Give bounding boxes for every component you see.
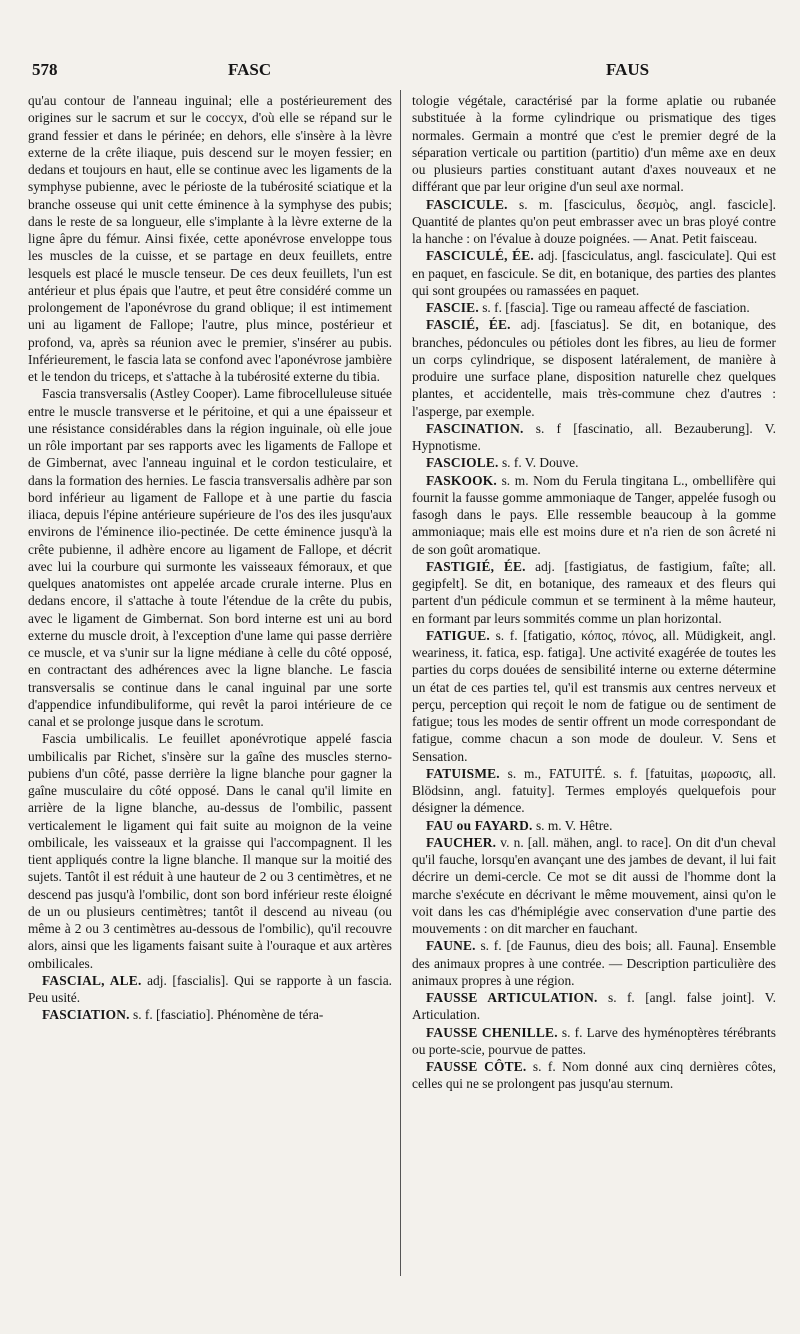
entry-paragraph [28,730,392,972]
entry-paragraph [412,92,776,196]
entry-headword: FASCINATION. [426,420,524,436]
entry-text: Fascia umbilicalis. Le feuillet aponévrotique appelé fascia umbilicalis par Richet, s'insère sur la gaîne des muscles sterno-pubiens d'un côté, passe derrière la ligne blanche pour gagner la gaîne musculaire du côté opposé. Dans le canal qu'il limite en arrière de la ligne blanche, au-dessus de l'ombilic, passent verticalement le ligament qui fait suite au moignon de la veine ombilicale, les vaisseaux et la graisse qui l'accompagnent. Il les tient appliqués contre la ligne blanche. Il manque sur la moitié des sujets. Tantôt il est réduit à une hauteur de 2 ou 3 centimètres, et ne descend pas jusqu'à l'ombilic, dont son bord inférieur reste éloigné de un ou plusieurs centimètres; tantôt il descend au niveau (ou même à 2 ou 3 centimètres au-dessous de l'ombilic), qu'il recouvre alors, ainsi que les ligaments faisant suite à l'ouraque et aux artères ombilicales. [28,731,392,971]
right-guide-word: FAUS [606,60,650,79]
entry-text: adj. [fastigiatus, de fastigium, faîte; all. gegipfelt]. Se dit, en botanique, des rameaux et des fleurs qui partent d'un pédicule commun et se terminent à la même hauteur, en formant par leurs sommités comme un plan horizontal. [412,558,777,626]
entry-headword: FAUCHER. [426,834,497,850]
dictionary-entry [412,989,776,1024]
entry-headword: FAUSSE CÔTE. [426,1059,527,1074]
entry-headword: FASTIGIÉ, ÉE. [426,558,526,574]
entry-text: s. f. [angl. false joint]. V. Articulation. [412,990,777,1023]
dictionary-entry [412,937,776,989]
entry-text: s. f. [fatigatio, κόπος, πόνος, all. Müdigkeit, angl. weariness, it. fatica, esp. fatiga]. Une activité exagérée de toutes les parties du corps douées de sensibilité interne ou externe détermine un état de ces parties tel, qu'il est transmis aux centres nerveux et perçu, perception qui reçoit le nom de fatigue ou de sentiment de fatigue; tous les modes de sentir offrent un mode correspondant de fatigue, comme chacun a son mode de douleur. V. Sens et Sensation. [412,627,776,764]
entry-paragraph [28,92,392,385]
dictionary-entry [412,316,776,420]
entry-text: s. f. [fascia]. Tige ou rameau affecté de fasciation. [478,300,750,315]
entry-headword: FASCIE. [426,300,479,315]
dictionary-entry [412,834,776,938]
page-number: 578 [32,60,58,79]
entry-text: s. f [fascinatio, all. Bezauberung]. V. Hypnotisme. [412,420,776,453]
entry-text: Fascia transversalis (Astley Cooper). Lame fibrocelluleuse située entre le muscle transverse et le péritoine, et qui a une épaisseur et une résistance considérables dans la région inguinale, où elle joue un rôle important par ses rapports avec les ligaments de Fallope et de Gimbernat, avec l'anneau inguinal et le cordon testiculaire, et dans la formation des hernies. Le fascia transversalis adhère par son bord inférieur au ligament de Fallope et à une partie du fascia iliaca, depuis l'épine antérieure supérieure de l'os des iles jusqu'aux environs de l'éminence ilio-pectinée. De cette éminence jusqu'à la crête pubienne, il adhère encore au ligament de Fallope, et décrit avec lui la courbure qui surmonte les vaisseaux fémoraux, et que quelques anatomistes ont appelée arcade crurale interne. Plus en dedans encore, il s'attache à toute l'étendue de la crête du pubis, avec le ligament de Gimbernat. Son bord interne est uni au bord externe du muscle droit, à l'exception d'une lame qui passe derrière ce muscle, et va s'unir sur la ligne médiane à celle du côté opposé, en contractant des adhérences avec la ligne blanche. Le fascia transversalis se continue dans le canal inguinal par une sorte d'appendice infundibuliforme, qui revêt la paroi intérieure de ce canal et se prolonge jusque dans le scrotum. [28,386,393,729]
dictionary-entry [412,420,776,455]
dictionary-entry [412,247,776,299]
entry-text: tologie végétale, caractérisé par la forme aplatie ou rubanée substituée à la forme cylindrique ou prismatique des tiges normales. Germain a montré que c'est le premier degré de la séparation verticale ou partition (partitio) d'un même axe en deux ou plusieurs parties constituant autant d'axes nouveaux et ne différant que par leur origine d'un seul axe normal. [412,93,776,195]
dictionary-entry [412,817,776,834]
dictionary-entry [412,558,776,627]
entry-text: s. f. [fasciatio]. Phénomène de téra- [129,1007,324,1023]
entry-text: v. n. [all. mähen, angl. to race]. On dit d'un cheval qu'il fauche, lorsqu'en avançant une des jambes de devant, il lui fait décrire un demi-cercle. Ce mot se dit aussi de l'homme dont la marche s'exécute en décrivant le même mouvement, ainsi qu'on le voit dans les cas d'hémiplégie avec conservation d'une partie des mouvements : on dit marcher en fauchant. [412,834,776,936]
entry-headword: FASCICULE. [426,196,508,212]
entry-text: s. m. V. Hêtre. [532,817,613,833]
dictionary-entry [412,627,776,765]
dictionary-entry [28,1006,392,1023]
dictionary-entry [412,454,776,471]
entry-headword: FASCIAL, ALE. [42,972,142,988]
entry-headword: FAUNE. [426,938,476,954]
dictionary-entry [412,196,776,248]
column-divider [400,90,401,1276]
entry-text: s. f. Larve des hyménoptères térébrants ou porte-scie, pourvue de pattes. [412,1024,776,1057]
entry-headword: FAU ou FAYARD. [426,817,533,833]
entry-text: qu'au contour de l'anneau inguinal; elle a postérieurement des origines sur le sacrum et sur le coccyx, d'où elle se répand sur le grand fessier et dans le périnée; en dehors, elle s'insère à la lèvre externe de la crête iliaque, puis descend sur le moyen fessier; en dedans et toujours en haut, elle se continue avec les ligaments de la symphyse pubienne, avec le périoste de la tubérosité sciatique et la branche osseuse qui unit cette éminence à la symphyse des pubis; dans le reste de sa longueur, elle s'implante à la lèvre externe de la ligne âpre du fémur. Ainsi fixée, cette aponévrose enveloppe tous les muscles de la cuisse, et se partage en deux feuillets, entre lesquels est placé le muscle tenseur. De ces deux feuillets, l'un est antérieur et plus épais que l'autre, et peut être considéré comme un prolongement de l'aponévrose du grand oblique; il est intimement uni au ligament de Fallope; l'autre, plus mince, postérieur et profond, va, après sa réunion avec le premier, s'insérer au pubis. Inférieurement, le fascia lata se confond avec l'aponévrose jambière et le tendon du triceps, et s'attache à la tubérosité externe du tibia. [28,93,392,384]
entry-text: adj. [fasciculatus, angl. fasciculate]. Qui est en paquet, en fascicule. Se dit, en botanique, des parties des plantes qui sont groupées ou ramassées en paquet. [412,248,776,298]
entry-headword: FASCICULÉ, ÉE. [426,248,534,264]
right-column [412,92,776,1093]
entry-headword: FASCIOLE. [426,455,499,471]
entry-text: s. m., FATUITÉ. s. f. [fatuitas, μωρωσις, all. Blödsinn, angl. fatuity]. Termes employés quelquefois pour désigner la démence. [412,765,776,816]
dictionary-entry [412,1058,776,1093]
dictionary-entry [412,765,776,817]
dictionary-entry [412,1024,776,1059]
entry-text: s. m. [fasciculus, δεσμὸς, angl. fascicle]. Quantité de plantes qu'on peut embrasser avec un bras ployé contre la hanche : on l'évalue à douze poignées. — Anat. Petit faisceau. [412,196,776,246]
entry-headword: FASKOOK. [426,472,497,488]
entry-headword: FASCIATION. [42,1007,130,1023]
entry-headword: FAUSSE ARTICULATION. [426,990,598,1005]
entry-headword: FAUSSE CHENILLE. [426,1024,558,1040]
entry-text: adj. [fascialis]. Qui se rapporte à un fascia. Peu usité. [28,972,392,1005]
entry-paragraph [28,385,392,730]
entry-text: s. m. Nom du Ferula tingitana L., ombellifère qui fournit la fausse gomme ammoniaque de Tanger, appelée fusogh ou fasogh dans le pays. Elle ressemble beaucoup à la gomme ammoniaque; mais elle est moins dure et n'a rien de son âcreté ni de son goût aromatique. [412,472,776,557]
dictionary-entry [412,472,776,558]
dictionary-entry [412,299,776,316]
entry-headword: FASCIÉ, ÉE. [426,317,511,333]
entry-headword: FATUISME. [426,765,500,781]
left-guide-word: FASC [228,60,272,79]
entry-text: s. f. [de Faunus, dieu des bois; all. Fauna]. Ensemble des animaux propres à une contrée. — Description particulière des animaux propres à une région. [412,938,776,988]
entry-headword: FATIGUE. [426,627,490,643]
left-column [28,92,392,1024]
dictionary-entry [28,972,392,1007]
entry-text: s. f. Nom donné aux cinq dernières côtes, celles qui ne se prolongent pas jusqu'au sternum. [412,1059,776,1092]
entry-text: s. f. V. Douve. [498,455,579,471]
entry-text: adj. [fasciatus]. Se dit, en botanique, des branches, pédoncules ou pétioles dont les fibres, au lieu de former un corps cylindrique, se disposent latéralement, de manière à produire une surface plane, disposition naturelle chez quelques plantes, et accidentelle, mais très-commune chez d'autres : l'asperge, par exemple. [412,317,776,419]
running-header [28,60,774,86]
